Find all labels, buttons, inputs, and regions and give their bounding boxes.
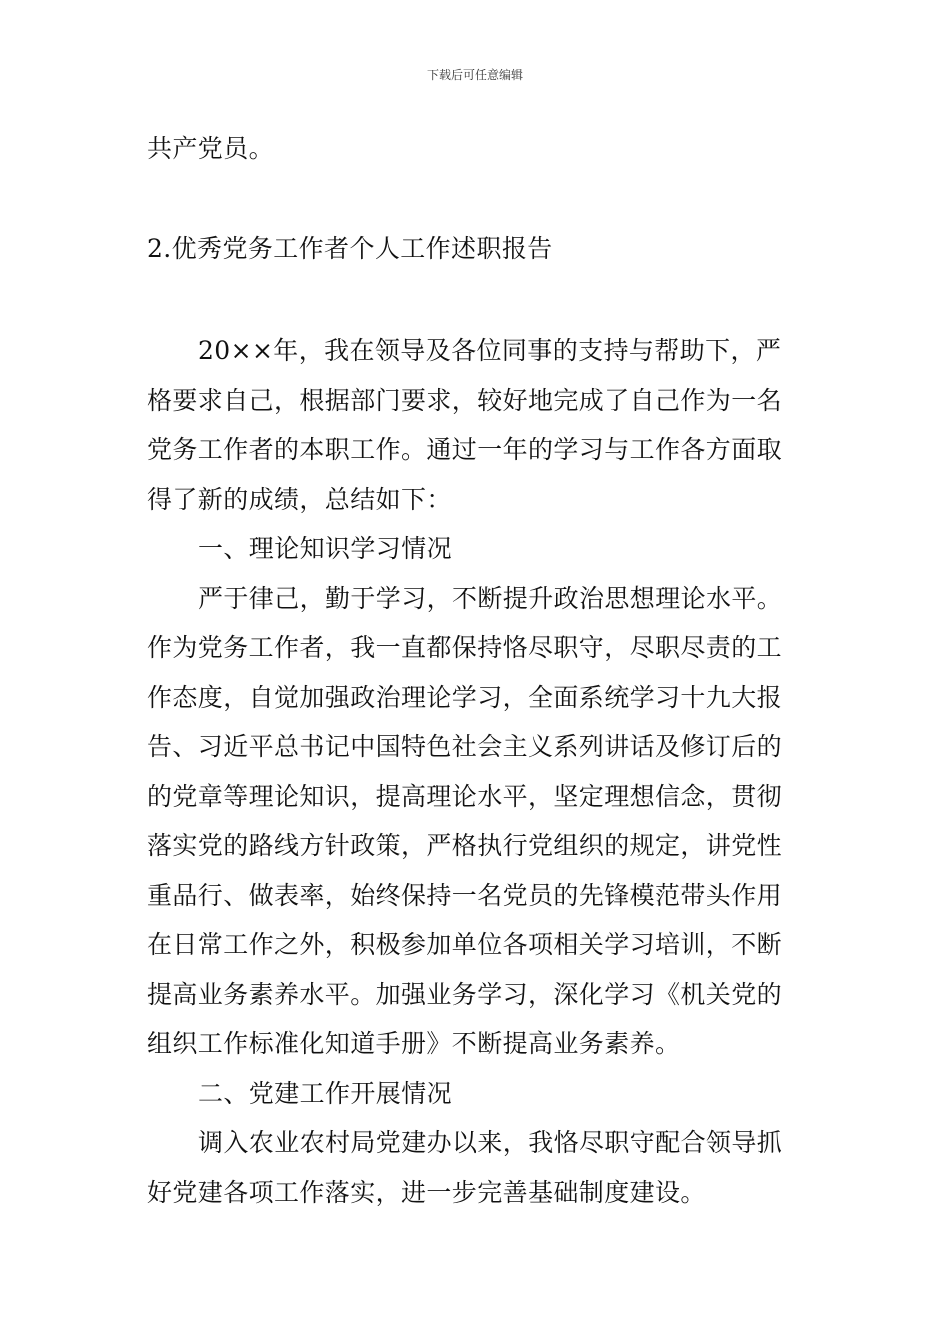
text-line: 得了新的成绩，总结如下：: [147, 484, 452, 514]
paragraph-continuation: [147, 124, 807, 174]
text-line: 告、习近平总书记中国特色社会主义系列讲话及修订后的: [147, 732, 783, 761]
text-line: 作为党务工作者，我一直都保持恪尽职守，尽职尽责的工: [147, 633, 783, 662]
report-title: 2.优秀党务工作者个人工作述职报告: [147, 234, 553, 263]
report-body: [147, 326, 807, 1217]
text-line: 重品行、做表率，始终保持一名党员的先锋模范带头作用: [147, 880, 783, 910]
text-line: 好党建各项工作落实，进一步完善基础制度建设。: [147, 1177, 706, 1207]
text-line: 提高业务素养水平。加强业务学习，深化学习《机关党的: [147, 979, 783, 1009]
section-heading: [147, 224, 807, 274]
text-line: 组织工作标准化知道手册》不断提高业务素养。: [147, 1029, 681, 1058]
text-line: 20××年，我在领导及各位同事的支持与帮助下，严: [198, 336, 782, 365]
text-line: 党务工作者的本职工作。通过一年的学习与工作各方面取: [147, 435, 783, 464]
subsection-heading: 一、理论知识学习情况: [198, 534, 453, 563]
text-line: 格要求自己，根据部门要求，较好地完成了自己作为一名: [147, 385, 783, 415]
text-line: 作态度，自觉加强政治理论学习，全面系统学习十九大报: [147, 682, 783, 712]
text-line: 落实党的路线方针政策，严格执行党组织的规定，讲党性: [147, 831, 783, 860]
page-header-note: 下载后可任意编辑: [426, 68, 523, 82]
text-line: 调入农业农村局党建办以来，我恪尽职守配合领导抓: [198, 1128, 783, 1157]
text-line: 在日常工作之外，积极参加单位各项相关学习培训，不断: [147, 930, 783, 959]
text-line: 的党章等理论知识，提高理论水平，坚定理想信念，贯彻: [147, 781, 783, 811]
text-line: 共产党员。: [147, 134, 275, 163]
text-line: 严于律己，勤于学习，不断提升政治思想理论水平。: [198, 583, 783, 613]
subsection-heading: 二、党建工作开展情况: [198, 1078, 453, 1108]
